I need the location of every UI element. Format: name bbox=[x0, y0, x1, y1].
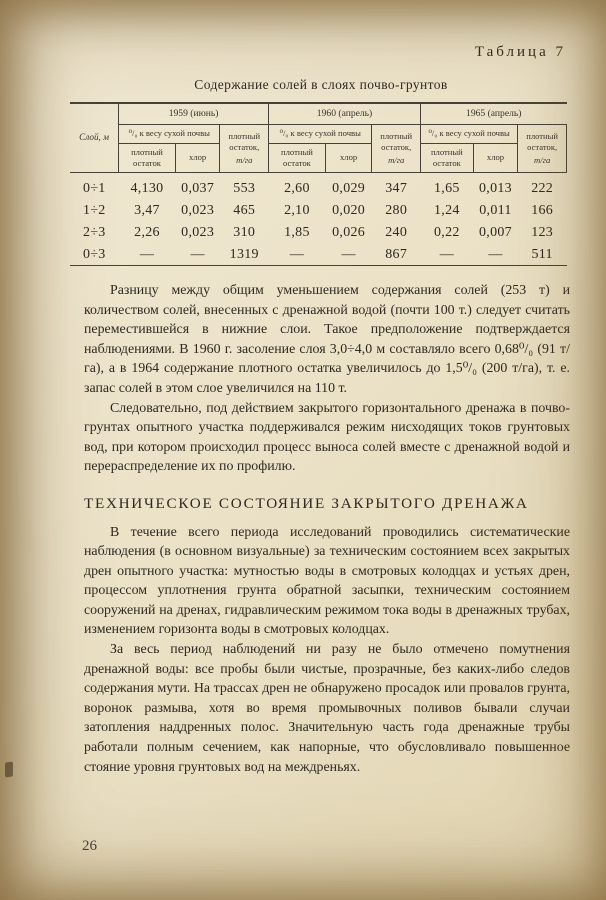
header-row-years bbox=[70, 103, 567, 125]
residue-tga-unit: т/га bbox=[236, 155, 253, 166]
value-cell: 2,26 bbox=[134, 224, 160, 240]
value-cell: — bbox=[190, 246, 205, 262]
value-cell: 0,007 bbox=[478, 224, 512, 240]
col-header-residue: плотный остаток bbox=[269, 143, 326, 172]
value-cell: 2,10 bbox=[284, 202, 310, 218]
paragraph-salt-balance: Разницу между общим уменьшением содержания солей (253 т) и количеством солей, внесенных с дренажной водой (почти 100 т.) следует считать переместившейся в нижние слои. Такое предположение подтверждается наблюдениями. В 1960 г. засоление слоя 3,0÷4,0 м составляло всего 0,68⁰/₀ (91 т/га), а в 1964 содержание плотного остатка увеличилось до 1,5⁰/₀ (200 т/га), т. е. запас солей в этом слое увеличился на 110 т. bbox=[84, 282, 570, 396]
layer-cell: 2÷3 bbox=[83, 224, 106, 240]
col-group-1965: 1965 (апрель) bbox=[421, 103, 567, 125]
margin-mark bbox=[5, 761, 13, 777]
value-cell: — bbox=[139, 246, 155, 262]
col-header-chlorine: хлор bbox=[473, 143, 518, 172]
table-body bbox=[70, 172, 567, 265]
value-cell: 0,037 bbox=[181, 180, 215, 196]
value-cell: 123 bbox=[531, 224, 554, 240]
paragraph-results: За весь период наблюдений ни разу не было отмечено помутнения дренажной воды: все пробы были чистые, прозрачные, без каких-либо следов содержания мути. На трассах дрен не обнаружено просадок или провалов грунта, воронок размыва, хотя во время промывочных поливов бывали случаи затопления наддренных полос. Значительную часть года дренажные трубы работали полным сечением, как напорные, что обусловливало повышенное стояние уровня грунтовых вод на междреньях. bbox=[84, 642, 570, 775]
value-cell: 1,65 bbox=[434, 180, 460, 196]
col-group-1959: 1959 (июнь) bbox=[119, 103, 269, 125]
value-cell: 4,130 bbox=[130, 180, 164, 196]
residue-tga-unit: т/га bbox=[388, 155, 405, 166]
value-cell: — bbox=[439, 246, 455, 262]
table-row bbox=[70, 199, 567, 221]
value-cell: 347 bbox=[385, 180, 408, 196]
value-cell: 280 bbox=[385, 202, 408, 218]
table-title: Содержание солей в слоях почво-грунтов bbox=[194, 77, 448, 92]
value-cell: 0,023 bbox=[181, 224, 215, 240]
table-row bbox=[70, 221, 567, 243]
table-row bbox=[70, 243, 567, 266]
col-header-residue-tga bbox=[518, 125, 567, 173]
col-header-percent: ⁰/₀ к весу сухой почвы bbox=[269, 125, 372, 143]
value-cell: 1319 bbox=[229, 246, 259, 262]
layer-cell: 0÷1 bbox=[83, 180, 106, 196]
value-cell: — bbox=[289, 246, 305, 262]
col-header-residue: плотный остаток bbox=[421, 143, 474, 172]
col-header-chlorine: хлор bbox=[325, 143, 372, 172]
layer-cell: 1÷2 bbox=[83, 202, 106, 218]
col-header-percent: ⁰/₀ к весу сухой почвы bbox=[421, 125, 518, 143]
paragraph-conclusion: Следовательно, под действием закрытого горизонтального дренажа в почво-грунтах опытного участка поддерживался режим нисходящих токов грунтовых вод, при котором происходил процесс выноса солей вместе с дренажной водой и перераспределение их по профилю. bbox=[84, 400, 570, 475]
value-cell: — bbox=[341, 246, 356, 262]
value-cell: 465 bbox=[233, 202, 256, 218]
value-cell: — bbox=[488, 246, 503, 262]
paragraph-observations: В течение всего периода исследований проводились систематические наблюдения (в основном визуальные) за техническим состоянием всех закрытых дрен опытного участка: мутностью воды в смотровых колодцах и устьях дрен, процессом уплотнения грунта обратной засыпки, техническим состоянием сооружений на дренах, гидравлическим режимом тока воды в дренажных трубах, изменением горизонта воды в смотровых колодцах. bbox=[84, 524, 570, 638]
header-row-units bbox=[70, 125, 567, 143]
section-heading: ТЕХНИЧЕСКОЕ СОСТОЯНИЕ ЗАКРЫТОГО ДРЕНАЖА bbox=[84, 494, 529, 512]
value-cell: 553 bbox=[233, 180, 256, 196]
residue-tga-label: плотный остаток, bbox=[228, 130, 261, 153]
col-group-1960: 1960 (апрель) bbox=[269, 103, 421, 125]
col-header-chlorine: хлор bbox=[175, 143, 220, 172]
value-cell: 0,020 bbox=[332, 202, 366, 218]
value-cell: 3,47 bbox=[134, 202, 160, 218]
value-cell: 240 bbox=[385, 224, 408, 240]
value-cell: 0,029 bbox=[332, 180, 366, 196]
col-header-residue-tga bbox=[372, 125, 421, 173]
value-cell: 511 bbox=[531, 246, 553, 262]
col-header-residue-tga bbox=[220, 125, 269, 173]
value-cell: 0,026 bbox=[332, 224, 366, 240]
residue-tga-label: плотный остаток, bbox=[526, 130, 559, 153]
value-cell: 166 bbox=[531, 202, 554, 218]
salt-content-table bbox=[70, 102, 567, 266]
col-header-layer: Слой, м bbox=[70, 103, 119, 172]
page-number: 26 bbox=[82, 838, 97, 854]
table-row bbox=[70, 172, 567, 199]
value-cell: 0,22 bbox=[434, 224, 460, 240]
value-cell: 2,60 bbox=[284, 180, 310, 196]
col-header-residue: плотный остаток bbox=[119, 143, 176, 172]
value-cell: 867 bbox=[385, 246, 408, 262]
table-caption: Таблица 7 bbox=[474, 44, 566, 60]
residue-tga-label: плотный остаток, bbox=[380, 130, 413, 153]
body-text bbox=[84, 281, 570, 777]
value-cell: 310 bbox=[233, 224, 256, 240]
header-row-subcolumns bbox=[70, 143, 567, 172]
value-cell: 0,011 bbox=[479, 202, 512, 218]
value-cell: 222 bbox=[531, 180, 554, 196]
col-header-percent: ⁰/₀ к весу сухой почвы bbox=[119, 125, 220, 143]
layer-cell: 0÷3 bbox=[83, 246, 106, 262]
value-cell: 1,85 bbox=[284, 224, 310, 240]
value-cell: 1,24 bbox=[434, 202, 460, 218]
value-cell: 0,013 bbox=[478, 180, 512, 196]
value-cell: 0,023 bbox=[181, 202, 215, 218]
residue-tga-unit: т/га bbox=[534, 155, 551, 166]
